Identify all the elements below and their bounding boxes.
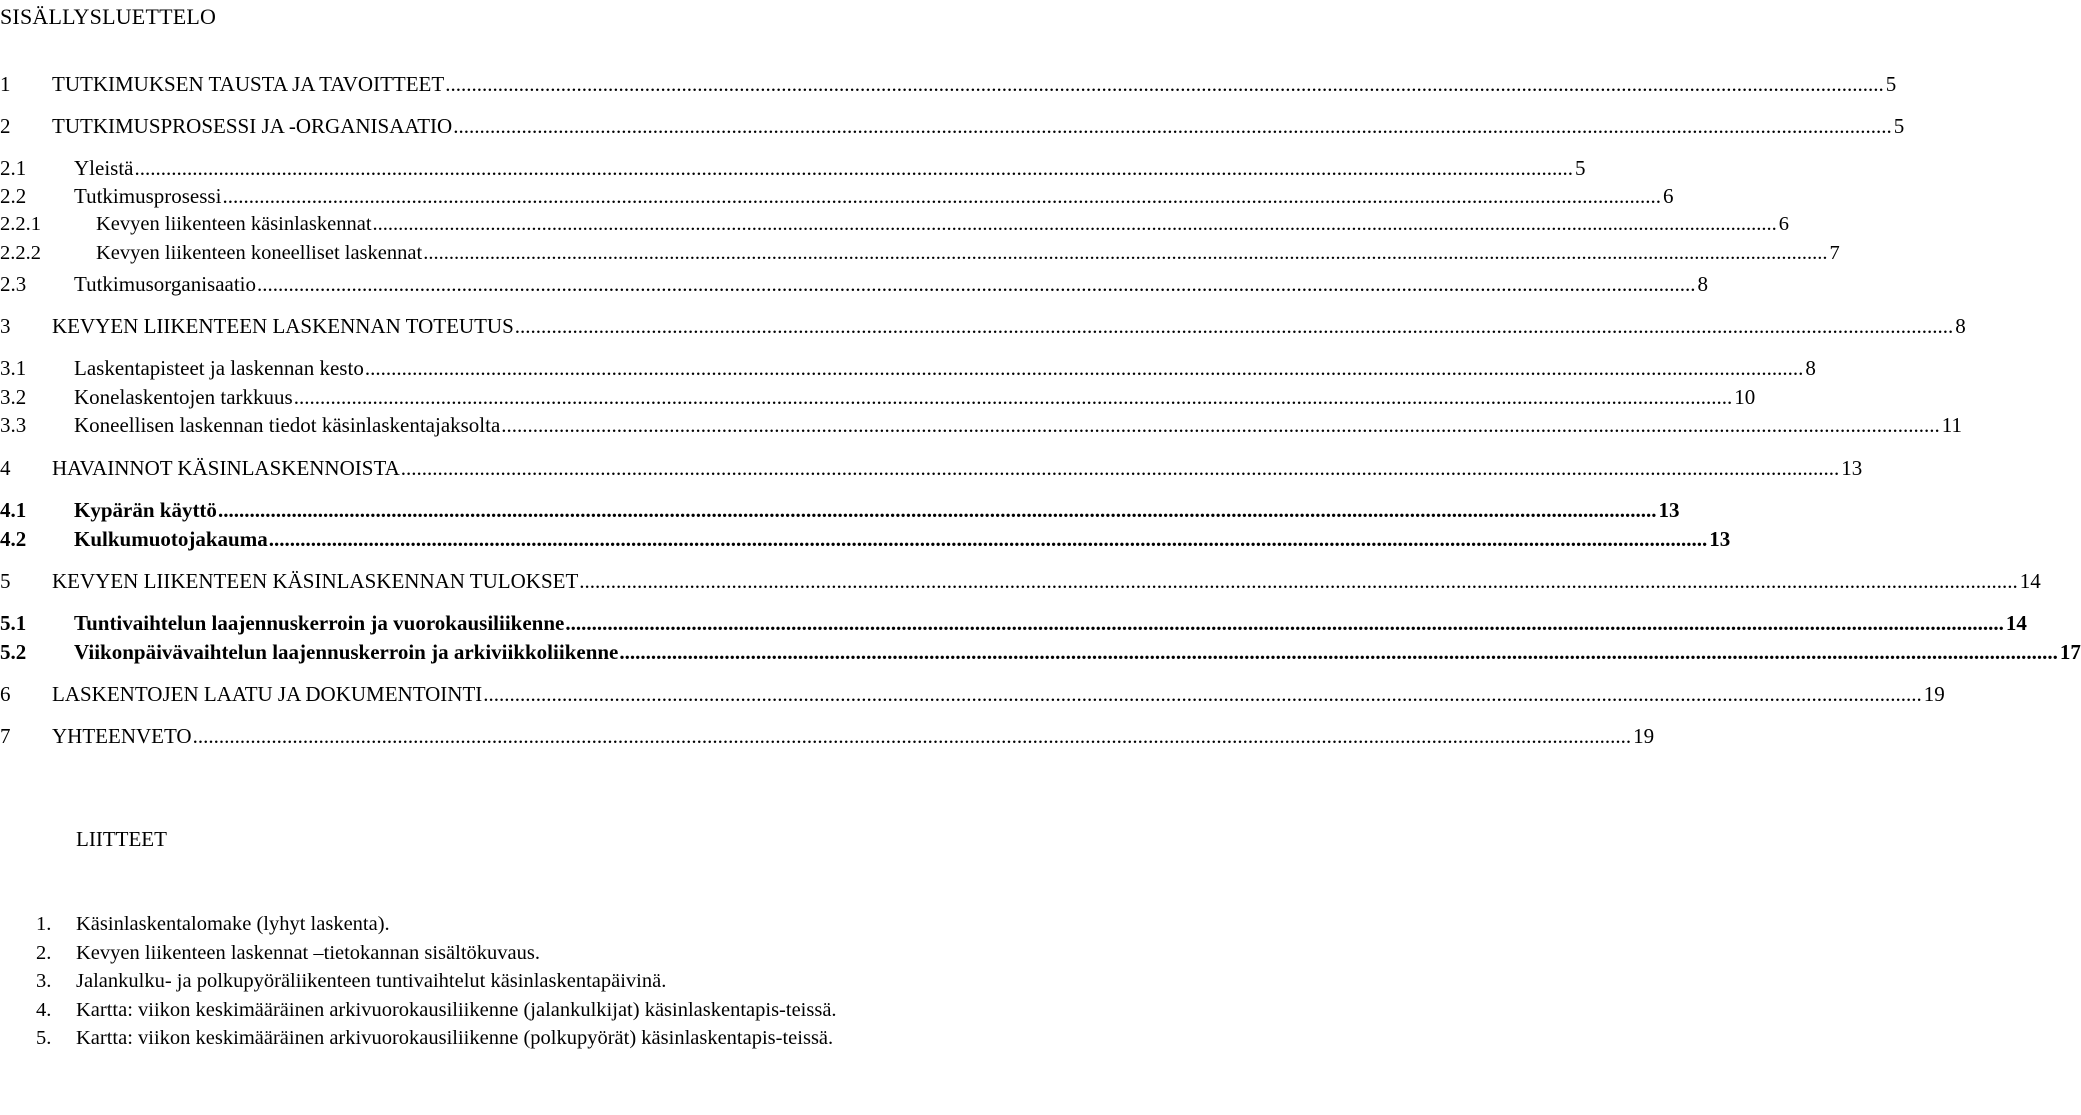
toc-leader-dots: .................................................................................................................................................................................................................................................................................. — [293, 385, 1733, 409]
toc-leader-dots: .................................................................................................................................................................................................................................................................................. — [514, 314, 1954, 338]
toc-page: 19 — [1923, 682, 1945, 706]
toc-leader-dots: .................................................................................................................................................................................................................................................................................. — [400, 456, 1840, 480]
appendix-number: 3. — [36, 970, 52, 992]
toc-leader-dots: .................................................................................................................................................................................................................................................................................. — [483, 682, 1922, 706]
toc-leader-dots: .................................................................................................................................................................................................................................................................................. — [217, 498, 1657, 522]
toc-page: 8 — [1955, 314, 1966, 338]
toc-number: 2.1 — [0, 156, 27, 180]
toc-leader-dots: .................................................................................................................................................................................................................................................................................. — [192, 724, 1632, 748]
appendix-text: Kartta: viikon keskimääräinen arkivuorokausiliikenne (jalankulkijat) käsinlaskentapis-teissä. — [76, 998, 837, 1021]
toc-title: KEVYEN LIIKENTEEN LASKENNAN TOTEUTUS — [52, 314, 514, 338]
appendix-item — [36, 1027, 960, 1051]
toc-number: 3.3 — [0, 413, 27, 437]
toc-number: 1 — [0, 72, 11, 96]
toc-entry[interactable] — [0, 242, 1840, 276]
toc-leader-dots: .................................................................................................................................................................................................................................................................................. — [565, 611, 2004, 635]
toc-number: 3 — [0, 314, 11, 338]
toc-title: TUTKIMUSPROSESSI JA -ORGANISAATIO — [52, 114, 453, 138]
toc-page: 6 — [1662, 184, 1674, 208]
toc-number: 6 — [0, 682, 11, 706]
toc-title: Laskentapisteet ja laskennan kesto — [74, 356, 364, 380]
toc-title: Yleistä — [74, 156, 134, 180]
toc-title: Kevyen liikenteen käsinlaskennat — [96, 213, 372, 235]
toc-entry[interactable] — [0, 527, 1731, 561]
toc-entry[interactable] — [0, 413, 1963, 447]
toc-leader-dots: .................................................................................................................................................................................................................................................................................. — [364, 356, 1804, 380]
appendix-text: Jalankulku- ja polkupyöräliikenteen tuntivaihtelut käsinlaskentapäivinä. — [76, 970, 667, 992]
appendix-item — [36, 913, 960, 937]
toc-page: 8 — [1805, 356, 1816, 380]
toc-title: Kypärän käyttö — [74, 498, 217, 522]
toc-page: 13 — [1709, 527, 1731, 551]
toc-title: YHTEENVETO — [52, 724, 192, 748]
toc-title: Viikonpäivävaihtelun laajennuskerroin ja arkiviikkoliikenne — [74, 640, 619, 664]
toc-page: 13 — [1658, 498, 1680, 522]
toc-number: 3.2 — [0, 385, 27, 409]
toc-number: 2.2.1 — [0, 213, 41, 235]
toc-page: 17 — [2059, 640, 2081, 664]
appendix-text: Käsinlaskentalomake (lyhyt laskenta). — [76, 913, 390, 935]
toc-page: 8 — [1697, 272, 1709, 296]
appendix-item — [36, 999, 960, 1023]
toc-page: 11 — [1941, 413, 1963, 437]
appendix-item — [36, 970, 960, 994]
toc-number: 2 — [0, 114, 11, 138]
toc-number: 2.2 — [0, 184, 27, 208]
toc-title: Tutkimusorganisaatio — [74, 272, 257, 296]
toc-leader-dots: .................................................................................................................................................................................................................................................................................. — [268, 527, 1708, 551]
toc-page: 7 — [1829, 242, 1840, 264]
toc-leader-dots: .................................................................................................................................................................................................................................................................................. — [619, 640, 2058, 664]
toc-number: 5.1 — [0, 611, 27, 635]
toc-number: 5.2 — [0, 640, 27, 664]
appendix-list — [36, 913, 960, 1056]
toc-leader-dots: .................................................................................................................................................................................................................................................................................. — [445, 72, 1884, 96]
toc-title: KEVYEN LIIKENTEEN KÄSINLASKENNAN TULOKSET — [52, 569, 579, 593]
appendix-item — [36, 942, 960, 966]
toc-number: 3.1 — [0, 356, 27, 380]
toc-leader-dots: .................................................................................................................................................................................................................................................................................. — [423, 242, 1828, 264]
toc-leader-dots: .................................................................................................................................................................................................................................................................................. — [257, 272, 1696, 296]
toc-number: 4 — [0, 456, 11, 480]
toc-title: LASKENTOJEN LAATU JA DOKUMENTOINTI — [52, 682, 483, 706]
toc-number: 4.2 — [0, 527, 27, 551]
page-title: SISÄLLYSLUETTELO — [0, 4, 217, 29]
toc-title: Konelaskentojen tarkkuus — [74, 385, 293, 409]
appendix-number: 2. — [36, 941, 52, 964]
toc-page: 10 — [1734, 385, 1756, 409]
toc-leader-dots: .................................................................................................................................................................................................................................................................................. — [579, 569, 2018, 593]
toc-number: 2.3 — [0, 272, 27, 296]
toc-entry[interactable] — [0, 272, 1709, 306]
toc-page: 5 — [1893, 114, 1905, 138]
toc-title: HAVAINNOT KÄSINLASKENNOISTA — [52, 456, 400, 480]
toc-page: 14 — [2005, 611, 2027, 635]
toc-number: 7 — [0, 724, 11, 748]
toc-leader-dots: .................................................................................................................................................................................................................................................................................. — [222, 184, 1661, 208]
toc-title: Kulkumuotojakauma — [74, 527, 268, 551]
toc-entry[interactable] — [0, 114, 1905, 148]
toc-entry[interactable] — [0, 724, 1655, 758]
toc-title: Kevyen liikenteen koneelliset laskennat — [96, 242, 423, 264]
appendix-text: Kevyen liikenteen laskennat –tietokannan sisältökuvaus. — [76, 941, 540, 964]
toc-entry[interactable] — [0, 569, 2041, 603]
toc-page: 6 — [1778, 213, 1790, 235]
toc-title: TUTKIMUKSEN TAUSTA JA TAVOITTEET — [52, 72, 445, 96]
appendix-number: 1. — [36, 913, 52, 935]
toc-page: 14 — [2019, 569, 2041, 593]
toc-entry[interactable] — [0, 456, 1863, 490]
appendix-heading: LIITTEET — [76, 827, 167, 851]
toc-title: Koneellisen laskennan tiedot käsinlaskentajaksolta — [74, 413, 501, 437]
toc-leader-dots: .................................................................................................................................................................................................................................................................................. — [372, 213, 1777, 235]
toc-leader-dots: .................................................................................................................................................................................................................................................................................. — [134, 156, 1573, 180]
toc-entry[interactable] — [0, 640, 2081, 674]
toc-entry[interactable] — [0, 682, 1945, 716]
toc-leader-dots: .................................................................................................................................................................................................................................................................................. — [453, 114, 1892, 138]
appendix-text: Kartta: viikon keskimääräinen arkivuorokausiliikenne (polkupyörät) käsinlaskentapis-teissä. — [76, 1027, 834, 1049]
toc-page: 19 — [1633, 724, 1655, 748]
toc-page: 5 — [1885, 72, 1897, 96]
toc-number: 5 — [0, 569, 11, 593]
toc-title: Tuntivaihtelun laajennuskerroin ja vuorokausiliikenne — [74, 611, 565, 635]
toc-number: 4.1 — [0, 498, 27, 522]
appendix-number: 5. — [36, 1027, 52, 1049]
appendix-number: 4. — [36, 998, 52, 1021]
toc-entry[interactable] — [0, 72, 1897, 106]
toc-leader-dots: .................................................................................................................................................................................................................................................................................. — [501, 413, 1940, 437]
toc-title: Tutkimusprosessi — [74, 184, 222, 208]
toc-page: 5 — [1574, 156, 1586, 180]
toc-entry[interactable] — [0, 314, 1966, 348]
toc-page: 13 — [1841, 456, 1863, 480]
toc-number: 2.2.2 — [0, 242, 41, 264]
